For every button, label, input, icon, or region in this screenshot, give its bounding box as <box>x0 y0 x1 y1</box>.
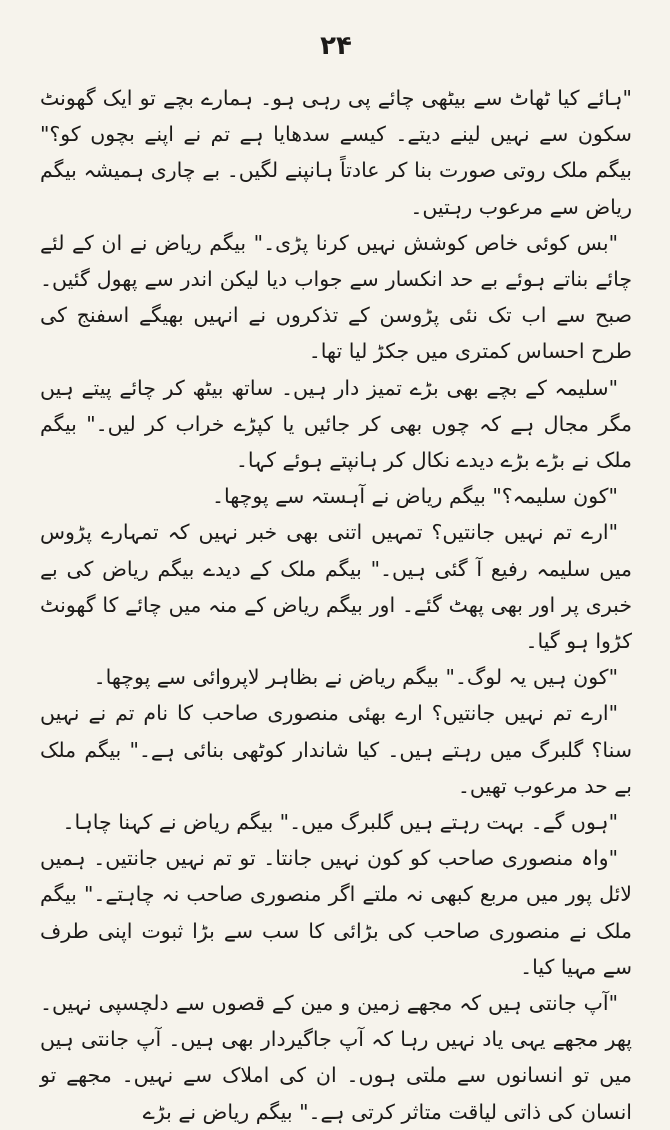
paragraph: "واہ منصوری صاحب کو کون نہیں جانتا۔ تو تم نہیں جانتیں۔ ہمیں لائل پور میں مربع کبھی نہ ملتے اگر منصوری صاحب نہ چاہتے۔" بیگم ملک نے منصوری صاحب کی بڑائی کا سب سے بڑا ثبوت اپنی طرف سے مہیا کیا۔ <box>40 846 632 979</box>
paragraph: "ہوں گے۔ بہت رہتے ہیں گلبرگ میں۔" بیگم ریاض نے کہنا چاہا۔ <box>62 810 618 835</box>
paragraph: "آپ جانتی ہیں کہ مجھے زمین و مین کے قصوں سے دلچسپی نہیں۔ پھر مجھے یہی یاد نہیں رہا کہ آپ جاگیردار بھی ہیں۔ آپ جانتی ہیں میں تو انسانوں سے ملتی ہوں۔ ان کی املاک سے نہیں۔ مجھے تو انسان کی ذاتی لیاقت متاثر کرتی ہے۔" بیگم ریاض نے بڑے <box>40 991 632 1124</box>
paragraph: "ارے تم نہیں جانتیں؟ تمہیں اتنی بھی خبر نہیں کہ تمہارے پڑوس میں سلیمہ رفیع آ گئی ہیں۔" بیگم ملک کے دیدے بیگم ریاض کی بے خبری پر اور بھی پھٹ گئے۔ اور بیگم ریاض کے منہ میں چائے کا گھونٹ کڑوا ہو گیا۔ <box>40 520 632 654</box>
page-number: ۲۴ <box>320 31 352 61</box>
paragraph: "کون سلیمہ؟" بیگم ریاض نے آہستہ سے پوچھا۔ <box>211 484 618 509</box>
page-body-text <box>40 80 632 1130</box>
paragraph: "بس کوئی خاص کوشش نہیں کرنا پڑی۔" بیگم ریاض نے ان کے لئے چائے بناتے ہوئے بے حد انکسار سے جواب دیا لیکن اندر سے پھول گئیں۔ صبح سے اب تک نئی پڑوسن کے تذکروں نے انہیں بھیگے اسفنج کی طرح احساس کمتری میں جکڑ لیا تھا۔ <box>40 230 632 364</box>
paragraph: "کون ہیں یہ لوگ۔" بیگم ریاض نے بظاہر لاپروائی سے پوچھا۔ <box>93 665 618 690</box>
paragraph: "ارے تم نہیں جانتیں؟ ارے بھئی منصوری صاحب کا نام تم نے نہیں سنا؟ گلبرگ میں رہتے ہیں۔ کیا شاندار کوٹھی بنائی ہے۔" بیگم ملک بے حد مرعوب تھیں۔ <box>40 701 632 798</box>
paragraph: "سلیمہ کے بچے بھی بڑے تمیز دار ہیں۔ ساتھ بیٹھ کر چائے پیتے ہیں مگر مجال ہے کہ چوں بھی کر جائیں یا کپڑے خراب کر لیں۔" بیگم ملک نے بڑے بڑے دیدے نکال کر ہانپتے ہوئے کہا۔ <box>40 375 632 473</box>
paragraph: "ہائے کیا ٹھاٹ سے بیٹھی چائے پی رہی ہو۔ ہمارے بچے تو ایک گھونٹ سکون سے نہیں لینے دیتے۔ کیسے سدھایا ہے تم نے اپنے بچوں کو؟" بیگم ملک روتی صورت بنا کر عادتاً ہانپنے لگیں۔ بے چاری ہمیشہ بیگم ریاض سے مرعوب رہتیں۔ <box>40 86 632 219</box>
